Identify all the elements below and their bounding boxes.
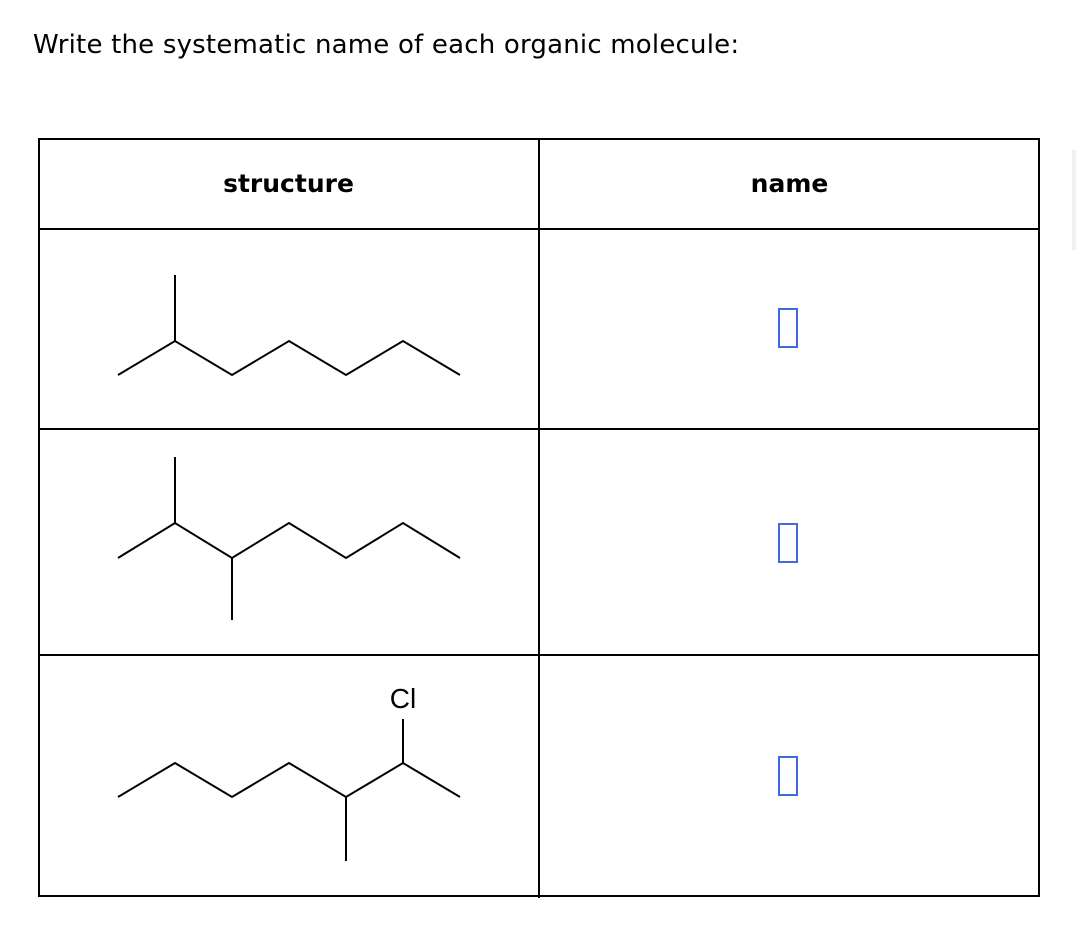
skeletal-bonds — [118, 763, 460, 797]
answer-input-row-3[interactable] — [778, 756, 798, 796]
structure-row-1 — [38, 229, 539, 429]
molecule-table — [38, 138, 1040, 898]
header-structure: structure — [223, 169, 354, 198]
skeletal-bonds — [118, 523, 460, 558]
chlorine-label: Cl — [389, 683, 417, 714]
skeletal-bonds — [118, 341, 460, 375]
structure-row-2 — [38, 429, 539, 655]
structure-row-3 — [38, 655, 539, 896]
answer-input-row-2[interactable] — [778, 523, 798, 563]
question-text: Write the systematic name of each organic molecule: — [33, 30, 740, 60]
answer-input-row-1[interactable] — [778, 308, 798, 348]
scroll-edge — [1072, 150, 1076, 250]
header-name: name — [750, 169, 829, 198]
